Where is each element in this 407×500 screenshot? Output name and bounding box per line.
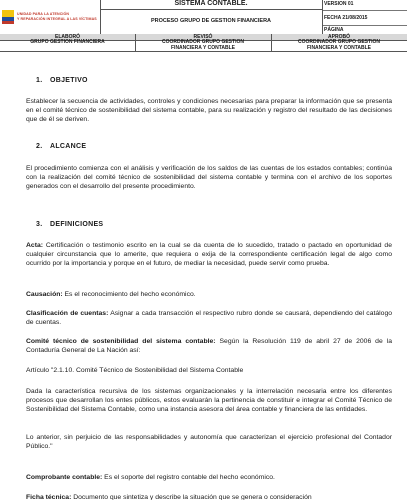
version-label: VERSION 01 xyxy=(322,0,407,11)
role-aprobo-label: APROBÓ xyxy=(328,34,350,40)
document-header xyxy=(0,0,407,50)
role-reviso-label: REVISÓ xyxy=(193,34,213,40)
divider xyxy=(322,0,323,34)
role-value-line: COORDINADOR GRUPO GESTION xyxy=(162,39,244,45)
flag-emblem-icon xyxy=(2,10,14,24)
divider xyxy=(100,0,101,34)
section-title: DEFINICIONES xyxy=(50,221,104,228)
section-heading-definiciones xyxy=(36,221,103,228)
process-name: PROCESO GRUPO DE GESTION FINANCIERA xyxy=(150,18,272,24)
section-number: 1. xyxy=(36,77,43,84)
definition-term: Comité técnico de sostenibilidad del sistema contable: xyxy=(26,338,216,345)
definition-body: Documento que sintetiza y describe la situación que se genera o consideración xyxy=(71,494,312,500)
definition-body: Asignar a cada transacción el respectivo rubro donde se causará, dependiendo del catálogo de cuentas. xyxy=(26,310,393,327)
definition-acta xyxy=(26,241,392,269)
definition-ficha xyxy=(26,493,392,500)
document-meta xyxy=(322,0,407,34)
logo xyxy=(0,0,100,34)
role-aprobo-value xyxy=(271,40,407,51)
definition-body: Es el reconocimiento del hecho económico. xyxy=(62,291,196,298)
definition-clasificacion xyxy=(26,309,392,327)
page-label: PÁGINA xyxy=(324,27,344,33)
definition-comite xyxy=(26,337,392,355)
section-heading-alcance xyxy=(36,143,86,150)
document-title: SISTEMA CONTABLE. xyxy=(174,0,248,7)
role-value-line: COORDINADOR GRUPO GESTION xyxy=(298,39,380,45)
section-number: 3. xyxy=(36,221,43,228)
definition-term: Ficha técnica: xyxy=(26,494,72,500)
role-value-line: GRUPO GESTION FINANCIERA xyxy=(30,39,105,45)
anterior-paragraph: Lo anterior, sin perjuicio de las responsabilidades y autonomía que caracterizan el ejercicio profesional del Contador Público." xyxy=(26,434,392,451)
divider xyxy=(100,9,322,10)
date-label: FECHA 21/08/2015 xyxy=(322,11,407,26)
logo-line-1: UNIDAD PARA LA ATENCIÓN xyxy=(17,12,70,16)
divider xyxy=(0,51,407,52)
alcance-paragraph: El procedimiento comienza con el análisis y verificación de los saldos de las cuentas de los estados contables; continúa con la realización del comité técnico de sostenibilidad del sistema contable y termina con el archivo de los soportes generados con el desarrollo del presente procedimiento. xyxy=(26,165,392,191)
section-heading-objetivo xyxy=(36,77,88,84)
definition-term: Acta: xyxy=(26,242,43,249)
role-reviso-value xyxy=(135,40,271,51)
definition-term: Causación: xyxy=(26,291,63,298)
role-value-line: FINANCIERA Y CONTABLE xyxy=(171,44,235,51)
section-title: ALCANCE xyxy=(50,143,87,150)
articulo-quote: Artículo "2.1.10. Comité Técnico de Sostenibilidad del Sistema Contable xyxy=(26,367,244,374)
definition-comprobante xyxy=(26,473,392,482)
definition-body: Certificación o testimonio escrito en la cual se da cuenta de lo sucedido, tratado o pactado en oportunidad de cualquier circunstancia que lo amerite, que requiera o exija de la correspondiente certificación legal de algo como ocurrido por la importancia y porque en el futuro, de mediar la necesidad, puede servir como prueba. xyxy=(26,242,392,268)
objetivo-paragraph: Establecer la secuencia de actividades, controles y condiciones necesarias para preparar la información que se presenta en el comité técnico de sostenibilidad del sistema contable, para su realización y registro del resultado de las decisiones que de él se deriven. xyxy=(26,98,392,124)
definition-body: Según la Resolución 119 de abril 27 de 2006 de la Contaduría General de La Nación así: xyxy=(26,338,392,355)
definition-causacion xyxy=(26,290,392,299)
section-title: OBJETIVO xyxy=(50,77,88,84)
section-number: 2. xyxy=(36,143,43,150)
definition-term: Comprobante contable: xyxy=(26,474,103,481)
definition-term: Clasificación de cuentas: xyxy=(26,310,109,317)
definition-body: Es el soporte del registro contable del hecho económico. xyxy=(102,474,275,481)
role-elaboro-value xyxy=(0,40,135,46)
role-value-line: FINANCIERA Y CONTABLE xyxy=(307,44,371,51)
dada-paragraph: Dada la característica recursiva de los sistemas organizacionales y la interrelación necesaria entre los diferentes procesos que desarrollan los entes públicos, estos evaluarán la pertinencia de constituir e integrar el Comité Técnico de Sostenibilidad del Sistema Contable, como una instancia asesora del área contable y financiera de las entidades. xyxy=(26,388,392,414)
role-elaboro-label: ELABORÓ xyxy=(55,34,80,40)
logo-line-2: Y REPARACIÓN INTEGRAL A LAS VÍCTIMAS xyxy=(17,17,97,21)
